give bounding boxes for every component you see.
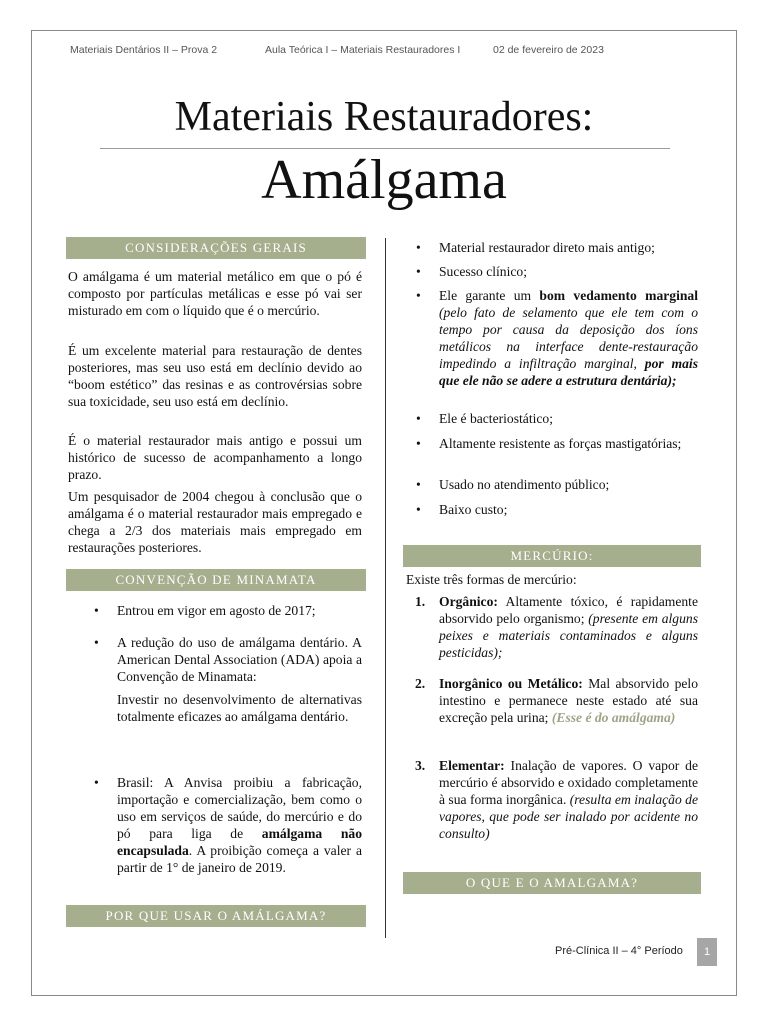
- bullet-icon: •: [94, 603, 99, 618]
- list-subparagraph: Investir no desenvolvimento de alternativas totalmente eficazes ao amálgama dentário.: [117, 692, 362, 724]
- list-item: • A redução do uso de amálgama dentário. A American Dental Association (ADA) apoia a Convenção de Minamata: Investir no desenvolvimento de alternativas totalmente eficazes ao amálgama dentário.: [94, 635, 362, 724]
- bullet-icon: •: [416, 411, 421, 426]
- minamata-list: [80, 602, 362, 902]
- mercurio-forms-list: [402, 593, 698, 863]
- section-heading-mercurio: MERCÚRIO:: [403, 545, 701, 567]
- bullet-icon: •: [416, 477, 421, 492]
- advantages-list: [402, 239, 698, 529]
- bullet-icon: •: [416, 502, 421, 517]
- list-item: • Sucesso clínico;: [416, 264, 527, 279]
- column-divider: [385, 238, 386, 938]
- section-heading-porque: POR QUE USAR O AMÁLGAMA?: [66, 905, 366, 927]
- bullet-icon: •: [94, 775, 99, 790]
- section-heading-oque: O QUE E O AMALGAMA?: [403, 872, 701, 894]
- paragraph: O amálgama é um material metálico em que o pó é composto por partículas metálicas e esse pó vai ser misturado em com o líquido que é o mercúrio.: [68, 269, 362, 318]
- list-item: • Usado no atendimento público;: [416, 477, 610, 492]
- mercurio-intro: Existe três formas de mercúrio:: [406, 572, 577, 587]
- list-item: 3. Elementar: Inalação de vapores. O vapor de mercúrio é absorvido e oxidado completamente à sua forma inorgânica. (resulta em inalação de vapores, que pode ser inalado por acidente no consulto): [415, 758, 698, 841]
- page-number: 1: [697, 938, 717, 966]
- section-heading-consideracoes: CONSIDERAÇÕES GERAIS: [66, 237, 366, 259]
- header-lecture: Aula Teórica I – Materiais Restauradores I: [265, 44, 461, 56]
- list-item: • Entrou em vigor em agosto de 2017;: [94, 603, 316, 618]
- list-item: 2. Inorgânico ou Metálico: Mal absorvido pelo intestino e permanece neste estado até sua excreção pela urina; (Esse é do amálgama): [415, 676, 699, 725]
- title-line1: Materiais Restauradores:: [174, 94, 594, 140]
- list-item: • Brasil: A Anvisa proibiu a fabricação, importação e comercialização, bem como o uso em serviços de saúde, do mercúrio e do pó para liga de amálgama não encapsulada. A proibição começa a valer a partir de 1° de janeiro de 2019.: [94, 775, 362, 875]
- title-line2: Amálgama: [261, 149, 507, 211]
- footer-text: Pré-Clínica II – 4° Período: [555, 945, 683, 957]
- list-item: • Altamente resistente as forças mastigatórias;: [416, 436, 682, 451]
- header-date: 02 de fevereiro de 2023: [493, 44, 604, 56]
- list-item: • Ele é bacteriostático;: [416, 411, 553, 426]
- bullet-icon: •: [416, 288, 421, 303]
- paragraph: Um pesquisador de 2004 chegou à conclusão que o amálgama é o material restaurador mais empregado e chega a 2/3 dos materiais mais empregado em restaurações posteriores.: [68, 489, 362, 555]
- bullet-icon: •: [416, 264, 421, 279]
- list-item: • Material restaurador direto mais antigo;: [416, 240, 655, 255]
- list-item: • Baixo custo;: [416, 502, 508, 517]
- paragraph: É o material restaurador mais antigo e possui um histórico de sucesso de acompanhamento a longo prazo.: [68, 433, 362, 482]
- bullet-icon: •: [416, 240, 421, 255]
- list-item: • Ele garante um bom vedamento marginal (pelo fato de selamento que ele tem com o tempo por causa da deposição dos íons metálicos na interface dente-restauração impedindo a infiltração marginal, por mais que ele não se adere a estrutura dentária);: [416, 288, 698, 388]
- bullet-icon: •: [94, 635, 99, 650]
- section-heading-minamata: CONVENÇÃO DE MINAMATA: [66, 569, 366, 591]
- header-course: Materiais Dentários II – Prova 2: [70, 44, 218, 56]
- bullet-icon: •: [416, 436, 421, 451]
- paragraph: É um excelente material para restauração de dentes posteriores, mas seu uso está em declínio devido ao “boom estético” das resinas e as controvérsias sobre sua toxicidade, seu uso está em declínio.: [68, 343, 362, 409]
- list-item: 1. Orgânico: Altamente tóxico, é rapidamente absorvido pelo organismo; (presente em alguns peixes e materiais contaminados e alguns pesticidas);: [415, 594, 698, 660]
